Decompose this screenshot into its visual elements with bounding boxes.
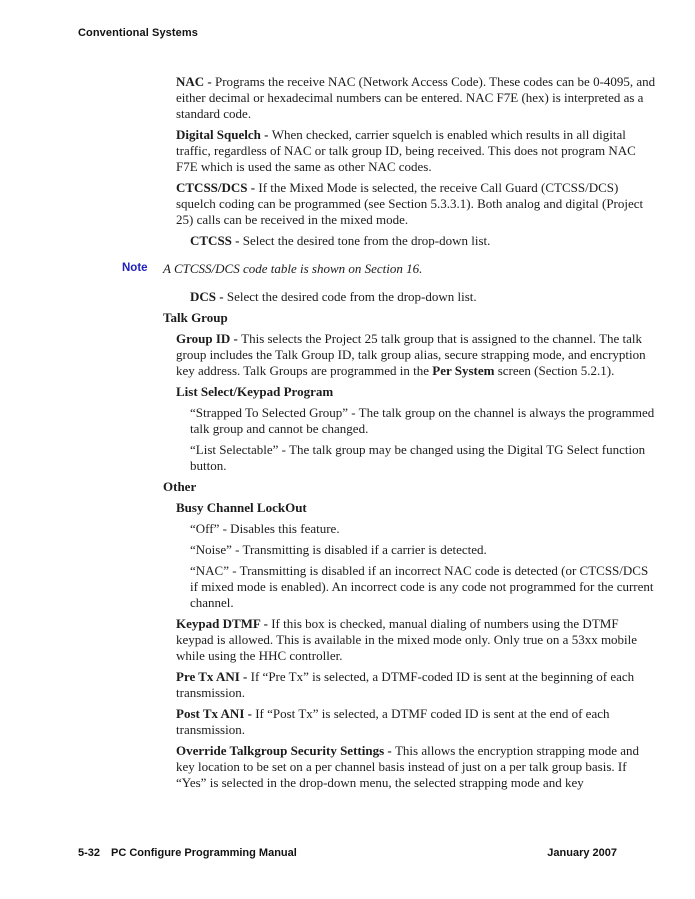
paragraph-text: “List Selectable” - The talk group may be changed using the Digital TG Select function button. bbox=[190, 442, 646, 473]
paragraph-bold-inline: Per System bbox=[432, 363, 495, 378]
note bbox=[122, 261, 656, 277]
paragraph-text: When checked, carrier squelch is enabled which results in all digital traffic, regardless of NAC or talk group ID, being received. This does not program NAC F7E which is used the same as other NAC codes. bbox=[176, 127, 636, 174]
paragraph-lead: Keypad DTMF - bbox=[176, 616, 272, 631]
footer-manual-title: PC Configure Programming Manual bbox=[111, 847, 297, 859]
para-pre-tx-ani bbox=[176, 669, 656, 701]
para-digital-squelch bbox=[176, 127, 656, 175]
paragraph-text: “Off” - Disables this feature. bbox=[190, 521, 340, 536]
paragraph-lead: Digital Squelch - bbox=[176, 127, 272, 142]
heading-list-select-keypad-program bbox=[176, 384, 656, 400]
paragraph-lead: CTCSS/DCS - bbox=[176, 180, 259, 195]
heading-label: Talk Group bbox=[163, 310, 228, 325]
paragraph-text: Programs the receive NAC (Network Access Code). These codes can be 0-4095, and either decimal or hexadecimal numbers can be entered. NAC F7E (hex) is interpreted as a standard code. bbox=[176, 74, 656, 121]
para-group-id bbox=[176, 331, 656, 379]
heading-other bbox=[163, 479, 656, 495]
note-label: Note bbox=[122, 262, 148, 274]
para-strapped-to-selected-group bbox=[190, 405, 656, 437]
para-noise bbox=[190, 542, 656, 558]
paragraph-lead: Post Tx ANI - bbox=[176, 706, 256, 721]
para-dcs bbox=[190, 289, 656, 305]
paragraph-text: “Strapped To Selected Group” - The talk group on the channel is always the programmed talk group and cannot be changed. bbox=[190, 405, 655, 436]
paragraph-text: “Noise” - Transmitting is disabled if a carrier is detected. bbox=[190, 542, 487, 557]
paragraph-lead: Override Talkgroup Security Settings - bbox=[176, 743, 395, 758]
para-post-tx-ani bbox=[176, 706, 656, 738]
paragraph-text: If the Mixed Mode is selected, the receive Call Guard (CTCSS/DCS) squelch coding can be programmed (see Section 5.3.3.1). Both analog and digital (Project 25) calls can be received in the mixed mode. bbox=[176, 180, 644, 227]
para-list-selectable bbox=[190, 442, 656, 474]
paragraph-text: If this box is checked, manual dialing of numbers using the DTMF keypad is allowed. This is available in the mixed mode only. Only true on a 53xx mobile while using the HHC controller. bbox=[176, 616, 638, 663]
footer-page-number: 5-32 bbox=[78, 847, 101, 859]
paragraph-text: This selects the Project 25 talk group that is assigned to the channel. The talk group includes the Talk Group ID, talk group alias, secure strapping mode, and encryption key address. Talk Groups are programmed in the bbox=[176, 331, 646, 378]
para-ctcss bbox=[190, 233, 656, 249]
paragraph-text: Select the desired tone from the drop-down list. bbox=[242, 233, 491, 248]
heading-label: Other bbox=[163, 479, 197, 494]
paragraph-lead: Group ID - bbox=[176, 331, 242, 346]
paragraph-lead: DCS - bbox=[190, 289, 227, 304]
para-override-talkgroup-security bbox=[176, 743, 656, 791]
para-off bbox=[190, 521, 656, 537]
para-nac-lockout bbox=[190, 563, 656, 611]
para-ctcss-dcs bbox=[176, 180, 656, 228]
paragraph-text: If “Pre Tx” is selected, a DTMF-coded ID is sent at the beginning of each transmission. bbox=[176, 669, 635, 700]
heading-busy-channel-lockout bbox=[176, 500, 656, 516]
paragraph-text: If “Post Tx” is selected, a DTMF coded ID is sent at the end of each transmission. bbox=[176, 706, 610, 737]
heading-talk-group bbox=[163, 310, 656, 326]
note-text: A CTCSS/DCS code table is shown on Section 16. bbox=[163, 261, 423, 276]
paragraph-lead: CTCSS - bbox=[190, 233, 243, 248]
heading-label: List Select/Keypad Program bbox=[176, 384, 334, 399]
footer-date: January 2007 bbox=[547, 847, 617, 859]
para-keypad-dtmf bbox=[176, 616, 656, 664]
paragraph-lead: Pre Tx ANI - bbox=[176, 669, 251, 684]
para-nac bbox=[176, 74, 656, 122]
paragraph-text: “NAC” - Transmitting is disabled if an incorrect NAC code is detected (or CTCSS/DCS if mixed mode is enabled). An incorrect code is any code not programmed for the current channel. bbox=[190, 563, 654, 610]
heading-label: Busy Channel LockOut bbox=[176, 500, 307, 515]
paragraph-lead: NAC - bbox=[176, 74, 215, 89]
footer-left bbox=[78, 847, 297, 859]
page-body bbox=[0, 74, 695, 796]
paragraph-text: screen (Section 5.2.1). bbox=[494, 363, 615, 378]
paragraph-text: This allows the encryption strapping mode and key location to be set on a per channel basis instead of just on a per talk group basis. If “Yes” is selected in the drop-down menu, the selected strapping mode and key bbox=[176, 743, 640, 790]
running-header: Conventional Systems bbox=[78, 27, 198, 39]
page-footer bbox=[78, 847, 617, 859]
paragraph-text: Select the desired code from the drop-down list. bbox=[226, 289, 477, 304]
